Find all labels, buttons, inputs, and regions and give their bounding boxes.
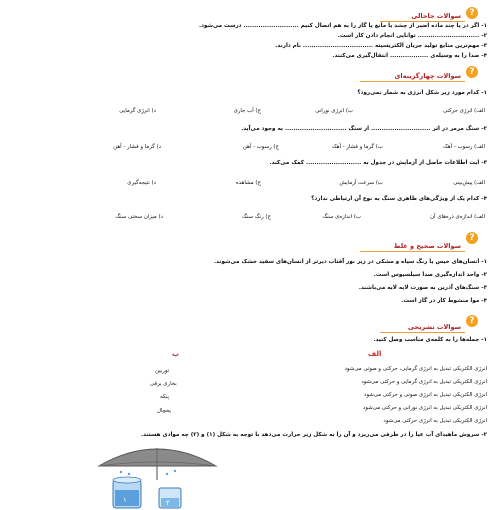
fill-question-1: ۱- اگر در یا چند ماده اضیر از چشد یا مانع یا گاز را به هم اتصال کنیم .......................... درست می‌شود.	[198, 23, 487, 29]
mcq-question-3: ۳- ایت اطلاعات حاصل از آزمایش در جدول به .......................... کمک می‌کند.	[269, 160, 487, 166]
mcq-option[interactable]: الف) انرژی حرکتی	[442, 108, 485, 114]
section-divider	[380, 332, 465, 333]
desc-question-1: ۱- جمله‌ها را به کلمه‌ی مناسب وصل کنید.	[373, 337, 487, 343]
mcq-option[interactable]: ج) رنگ سنگ	[242, 214, 271, 220]
mcq-option[interactable]: ج) رسوب - آهن	[242, 144, 279, 150]
tf-statement-2: ۲- واحد اندازه‌گیری صدا سیلسیوس است.	[373, 272, 487, 278]
mcq-option[interactable]: ب) انرژی نورانی	[315, 108, 353, 114]
question-mark-icon: ?	[466, 232, 478, 244]
match-right-item: انرژی الکتریکی تبدیل به انرژی حرکتی می‌شود	[383, 418, 487, 424]
mcq-question-1: ۱- کدام مورد زیر شکل انرژی به شمار نمی‌رود؟	[357, 90, 487, 96]
experiment-illustration	[95, 440, 220, 510]
section-title-mcq: سوالات چهارگزینه‌ای	[394, 72, 461, 80]
mcq-option[interactable]: ب) گرما و فشار - آهک	[331, 144, 383, 150]
question-mark-icon: ?	[466, 66, 478, 78]
collector-cup-icon	[159, 488, 181, 508]
question-mark-icon: ?	[466, 315, 478, 327]
section-title-desc: سوالات تشریحی	[407, 323, 461, 331]
section-divider	[360, 81, 465, 82]
fill-question-3: ۳- مهم‌ترین منابع تولید جریان الکتریسیته ................................. نام دارند.	[275, 43, 487, 49]
mcq-option[interactable]: الف) رسوب - آهک	[442, 144, 485, 150]
mcq-option[interactable]: د) گرما و فشار - آهن	[113, 144, 161, 150]
svg-text:٢: ٢	[166, 499, 170, 507]
tf-statement-3: ۳- سنگ‌های آذرین به صورت لایه لایه می‌باشند.	[358, 285, 487, 291]
section-divider	[360, 251, 465, 252]
match-right-item: انرژی الکتریکی تبدیل به انرژی گرمایی و حرکتی می‌شود	[361, 379, 487, 385]
svg-text:١: ١	[123, 496, 127, 504]
dome-cover-icon	[99, 448, 216, 480]
section-title-fill: سوالات جاخالی	[411, 12, 461, 20]
match-right-item: انرژی الکتریکی تبدیل به انرژی صوتی و حرکتی می‌شود	[364, 392, 487, 398]
tf-statement-4: ۴- موا منشوط کار در گاز است.	[401, 298, 487, 304]
match-left-item: توربین	[155, 368, 170, 374]
fill-question-4: ۴- صدا را به وسیله‌ی .................. انتقال‌گیری می‌کنند.	[332, 53, 487, 59]
fill-question-2: ۲- ............................. توانایی انجام دادن کار است.	[337, 33, 487, 39]
tf-statement-1: ۱- انسان‌های خیس یا رنگ سیاه و مشکی در زیر نور آفتاب دیرتر از انسان‌های سفید خشک می‌شوند.	[214, 259, 487, 265]
mcq-option[interactable]: ب) سرعت آزمایش	[339, 180, 383, 186]
section-divider	[380, 21, 465, 22]
mcq-option[interactable]: د) نتیجه‌گیری	[127, 180, 156, 186]
question-mark-icon: ?	[466, 7, 478, 19]
mcq-option[interactable]: الف) پیش‌بینی	[453, 180, 485, 186]
section-title-tf: سوالات صحیح و غلط	[393, 242, 461, 250]
mcq-option[interactable]: ج) مشاهده	[235, 180, 261, 186]
water-droplets-icon	[120, 470, 176, 475]
mcq-option[interactable]: الف) اندازه‌ی ذره‌های آن	[430, 214, 485, 220]
match-right-item: انرژی الکتریکی تبدیل به انرژی گرمایی، حرکتی و صوتی می‌شود	[344, 366, 487, 372]
match-left-item: بخاری برقی	[150, 381, 177, 387]
mcq-option[interactable]: د) میزان سختی سنگ	[115, 214, 163, 220]
match-right-item: انرژی الکتریکی تبدیل به انرژی نورانی و حرکتی می‌شود	[363, 405, 487, 411]
match-left-item: پنکه	[160, 394, 169, 400]
water-container-icon	[113, 477, 141, 508]
match-left-item: یخچال	[157, 408, 172, 414]
mcq-option[interactable]: د) انرژی گرمایی	[119, 108, 156, 114]
column-b-header: ب	[172, 350, 180, 358]
desc-question-2: ۲- سروش ماهیدای آب عیا را در ظرفی می‌ریزد و آن را به شکل زیر حرارت می‌دهد با توجه به شکل (۱) و (۲) چه موادی هستند.	[141, 432, 487, 438]
mcq-option[interactable]: ب) اندازه‌ی سنگ	[322, 214, 361, 220]
mcq-question-2: ۲- سنگ مرمر در اثر ............................ از سنگ ............................. به وجود می‌آید.	[241, 126, 487, 132]
column-a-header: الف	[368, 350, 382, 358]
mcq-question-4: ۴- کدام یک از ویژگی‌های ظاهری سنگ به نوع آن ارتباطی ندارد؟	[311, 196, 487, 202]
mcq-option[interactable]: ج) آب جاری	[233, 108, 261, 114]
